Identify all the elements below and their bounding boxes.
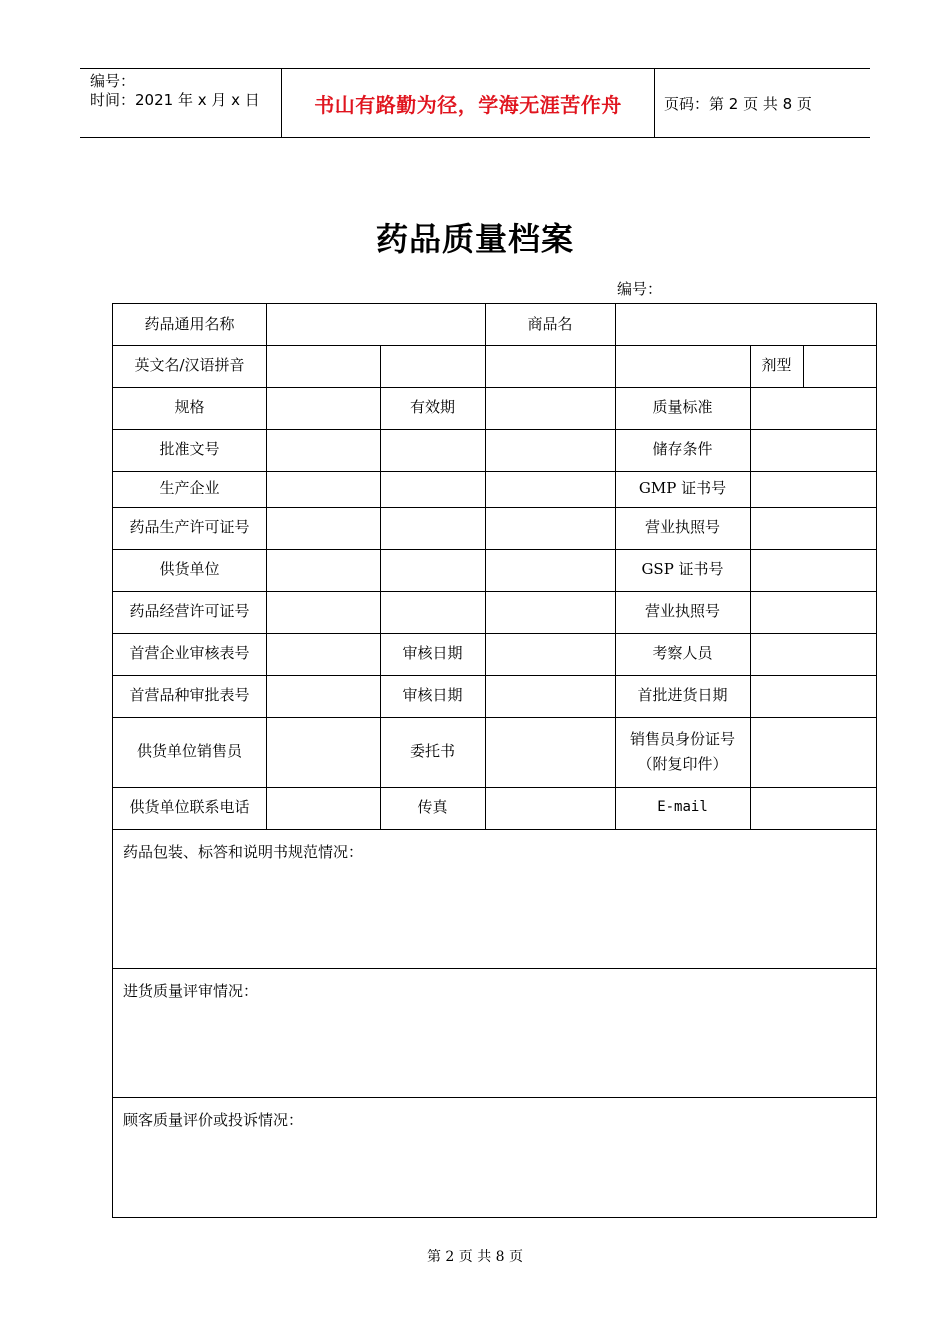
label-business-license-2: 营业执照号 [644,602,720,621]
label-supplier-salesperson: 供货单位销售员 [136,742,242,761]
label-review-date-2: 审核日期 [402,686,463,705]
page-title: 药品质量档案 [375,220,574,258]
page-header [80,68,870,138]
label-power-of-attorney: 委托书 [409,742,455,761]
label-manufacturer: 生产企业 [159,479,220,498]
label-first-enterprise-review: 首营企业审核表号 [129,644,250,663]
label-business-license-1: 营业执照号 [644,518,720,537]
label-review-date-1: 审核日期 [402,644,463,663]
row-divider [113,968,876,969]
header-time-label: 时间：2021 年 x 月 x 日 [90,91,260,109]
label-specification: 规格 [174,398,205,417]
quality-record-form [112,303,877,1218]
label-english-pinyin: 英文名/汉语拼音 [134,356,245,375]
label-fax: 传真 [417,798,448,817]
label-email: E-mail [657,799,708,816]
page-footer: 第 2 页 共 8 页 [426,1249,524,1265]
field-pinyin-2[interactable] [615,345,750,387]
field-english-name[interactable] [266,345,380,387]
label-purchase-review-note: 进货质量评审情况： [123,982,259,1000]
field-english-name-2[interactable] [380,345,485,387]
row-divider [113,829,876,830]
header-motto-cell [281,69,655,137]
row-divider [113,1097,876,1098]
label-validity: 有效期 [409,398,455,417]
label-gsp-cert: GSP 证书号 [641,560,724,579]
label-generic-name: 药品通用名称 [144,314,235,333]
header-page-info: 页码：第 2 页 共 8 页 [664,94,812,113]
field-pinyin[interactable] [485,345,615,387]
field-dosage-form[interactable] [803,345,876,387]
label-storage: 储存条件 [652,440,713,459]
label-trade-name: 商品名 [527,314,573,333]
header-meta [80,69,281,137]
label-supplier-phone: 供货单位联系电话 [129,798,250,817]
label-gmp-cert: GMP 证书号 [638,479,727,498]
label-first-variety-review: 首营品种审批表号 [129,686,250,705]
label-customer-feedback-note: 顾客质量评价或投诉情况： [123,1111,304,1129]
doc-number-label: 编号： [617,280,663,298]
field-generic-name[interactable] [266,304,485,345]
label-first-purchase-date: 首批进货日期 [637,686,728,705]
label-dosage-form: 剂型 [761,356,792,375]
field-trade-name[interactable] [615,304,876,345]
label-supplier: 供货单位 [159,560,220,579]
header-page-cell [654,69,870,137]
label-approval-no: 批准文号 [159,440,220,459]
label-inspector: 考察人员 [652,644,713,663]
label-salesperson-id-line1: 销售员身份证号 [629,729,735,748]
header-number-label: 编号： [90,72,136,90]
label-production-license: 药品生产许可证号 [129,518,250,537]
label-quality-standard: 质量标准 [652,398,713,417]
label-salesperson-id [615,717,750,787]
header-motto: 书山有路勤为径，学海无涯苦作舟 [314,92,622,117]
label-salesperson-id-line2: （附复印件） [637,755,728,773]
col-divider [750,345,751,829]
label-packaging-note: 药品包装、标答和说明书规范情况： [123,843,364,861]
label-operation-license: 药品经营许可证号 [129,602,250,621]
